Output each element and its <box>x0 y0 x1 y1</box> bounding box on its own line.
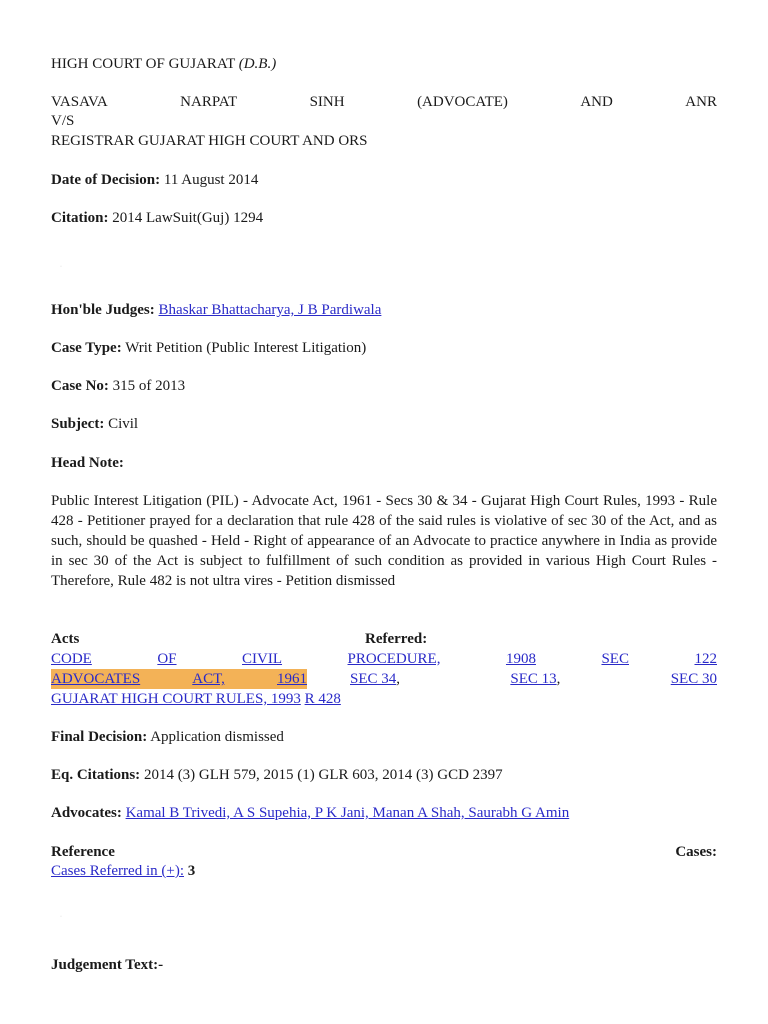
reference-cases-heading <box>51 842 717 862</box>
advocates-act-link[interactable] <box>51 669 307 689</box>
case-type <box>51 338 717 358</box>
judges <box>51 300 717 320</box>
petitioner-word: VASAVA <box>51 94 108 110</box>
date-value: 11 August 2014 <box>163 172 259 188</box>
act-link-cpc[interactable]: 1908 <box>505 651 536 667</box>
referred-label: Referred: <box>365 631 428 647</box>
spacer-dot: · <box>60 264 62 270</box>
spacer-dot: · <box>60 914 62 920</box>
acts-label: Acts <box>51 631 80 647</box>
cases-referred-count: 3 <box>187 863 196 879</box>
act-link-cpc[interactable]: OF <box>157 651 177 667</box>
separator: , <box>396 671 401 687</box>
act-link-cpc[interactable]: CODE <box>51 651 92 667</box>
advocates-act-word: ACT, <box>192 671 225 687</box>
subject-label: Subject: <box>51 416 105 432</box>
head-note-label: Head Note: <box>51 455 124 471</box>
advocates-link[interactable]: Kamal B Trivedi, A S Supehia, P K Jani, Manan A Shah, Saurabh G Amin <box>125 805 570 821</box>
separator: , <box>556 671 561 687</box>
citation-value: 2014 LawSuit(Guj) 1294 <box>112 210 264 226</box>
act-link-gujarat-rules[interactable]: GUJARAT HIGH COURT RULES, 1993 <box>51 691 301 707</box>
head-note-heading <box>51 453 717 473</box>
section-link[interactable]: SEC 13 <box>510 671 557 687</box>
acts-referred-heading <box>51 629 717 649</box>
subject <box>51 414 717 434</box>
subject-value: Civil <box>108 416 139 432</box>
citation <box>51 208 717 228</box>
case-no <box>51 376 717 396</box>
judges-link[interactable]: Bhaskar Bhattacharya, J B Pardiwala <box>158 302 382 318</box>
eq-citations <box>51 765 717 785</box>
versus-label: V/S <box>51 113 75 129</box>
judgement-text-label: Judgement Text:- <box>51 957 164 973</box>
court-name: HIGH COURT OF GUJARAT <box>51 56 235 72</box>
case-type-label: Case Type: <box>51 340 122 356</box>
cases-label: Cases: <box>675 844 717 860</box>
court-header <box>51 54 717 74</box>
date-of-decision <box>51 170 717 190</box>
petitioner-line <box>51 92 717 112</box>
rule-link[interactable]: R 428 <box>304 691 341 707</box>
eq-citations-value: 2014 (3) GLH 579, 2015 (1) GLR 603, 2014 (3) GCD 2397 <box>143 767 503 783</box>
reference-label: Reference <box>51 844 115 860</box>
cases-referred <box>51 861 717 881</box>
advocates-act-word: ADVOCATES <box>51 671 141 687</box>
bench-type: (D.B.) <box>238 56 277 72</box>
section-link[interactable]: 122 <box>694 651 717 667</box>
act-sections <box>350 669 717 689</box>
cases-referred-link[interactable]: Cases Referred in (+): <box>51 863 184 879</box>
head-note-text: Public Interest Litigation (PIL) - Advocate Act, 1961 - Secs 30 & 34 - Gujarat High Court Rules, 1993 - Rule 428 - Petitioner prayed for a declaration that rule 428 of the said rules is violative of sec 30 of the Act, and as such, should be quashed - Held - Right of appearance of an Advocate to practice anywhere in India as provide in sec 30 of the Act is subject to fulfillment of such condition as provided in various High Court Rules - Therefore, Rule 482 is not ultra vires - Petition dismissed <box>51 493 717 589</box>
section-link[interactable]: SEC 30 <box>670 671 717 687</box>
respondent-name: REGISTRAR GUJARAT HIGH COURT AND ORS <box>51 133 368 149</box>
final-decision-label: Final Decision: <box>51 729 148 745</box>
advocates-label: Advocates: <box>51 805 122 821</box>
case-type-value: Writ Petition (Public Interest Litigation) <box>125 340 367 356</box>
petitioner-word: AND <box>580 94 613 110</box>
judges-label: Hon'ble Judges: <box>51 302 155 318</box>
act-link-cpc[interactable]: PROCEDURE, <box>347 651 441 667</box>
petitioner-word: NARPAT <box>180 94 238 110</box>
eq-citations-label: Eq. Citations: <box>51 767 141 783</box>
final-decision-value: Application dismissed <box>150 729 284 745</box>
citation-label: Citation: <box>51 210 109 226</box>
petitioner-word: (ADVOCATE) <box>417 94 508 110</box>
advocates <box>51 803 717 823</box>
advocates-act-word: 1961 <box>276 671 307 687</box>
date-label: Date of Decision: <box>51 172 161 188</box>
acts-line-3 <box>51 689 717 709</box>
judgement-text-heading <box>51 955 717 975</box>
petitioner-word: ANR <box>685 94 717 110</box>
section-link[interactable]: SEC 34 <box>350 671 397 687</box>
case-no-value: 315 of 2013 <box>112 378 186 394</box>
petitioner-word: SINH <box>309 94 345 110</box>
acts-line-1 <box>51 649 717 669</box>
final-decision <box>51 727 717 747</box>
section-link[interactable]: SEC <box>601 651 629 667</box>
act-link-cpc[interactable]: CIVIL <box>242 651 283 667</box>
case-no-label: Case No: <box>51 378 109 394</box>
